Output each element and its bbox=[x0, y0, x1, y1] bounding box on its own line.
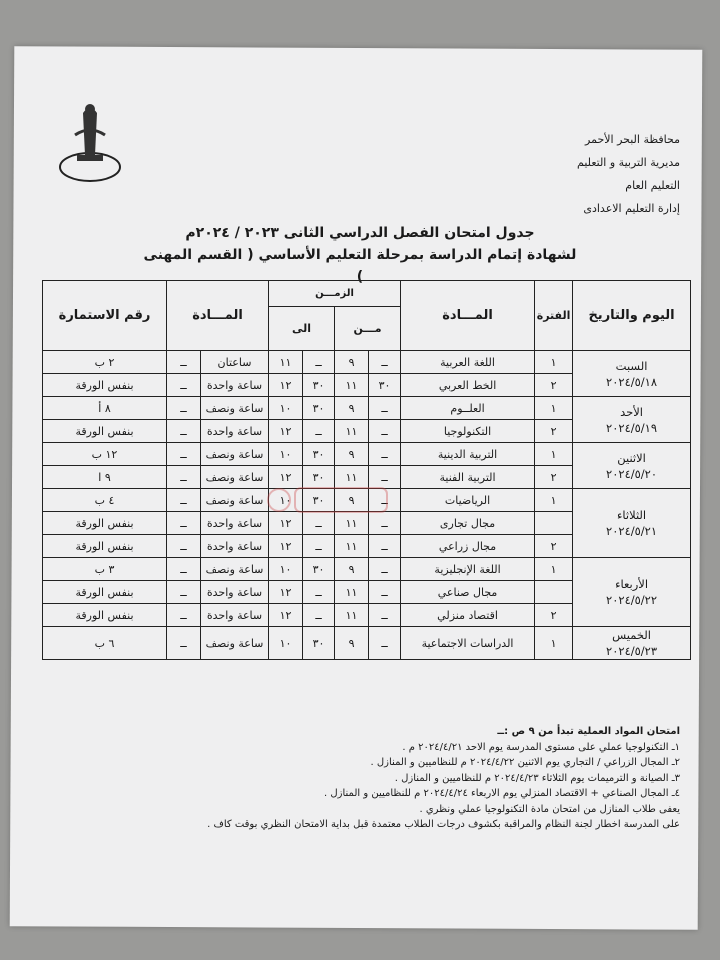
form-number-cell: ٦ ب bbox=[43, 627, 167, 660]
period-cell: ٢ bbox=[535, 420, 573, 443]
exam-date: ٢٠٢٤/٥/٢١ bbox=[606, 524, 658, 538]
from-minute-cell: ــ bbox=[369, 489, 401, 512]
from-minute-cell: ــ bbox=[369, 535, 401, 558]
duration-dash-cell: ــ bbox=[167, 397, 201, 420]
duration-cell: ساعة ونصف bbox=[201, 627, 269, 660]
to-minute-cell: ــ bbox=[303, 535, 335, 558]
day-date-cell bbox=[573, 351, 691, 397]
duration-dash-cell: ــ bbox=[167, 512, 201, 535]
exam-date: ٢٠٢٤/٥/٢٠ bbox=[606, 466, 658, 481]
subject-cell: الدراسات الاجتماعية bbox=[401, 627, 535, 660]
duration-cell: ساعة ونصف bbox=[201, 397, 269, 420]
day-name: الاثنين bbox=[617, 450, 646, 465]
to-hour-cell: ١٢ bbox=[269, 535, 303, 558]
organization-header bbox=[460, 128, 680, 220]
header-form-number: رقم الاستمارة bbox=[43, 281, 167, 351]
form-number-cell: ٩ ا bbox=[43, 466, 167, 489]
to-minute-cell: ٣٠ bbox=[303, 627, 335, 660]
duration-cell: ساعة واحدة bbox=[201, 581, 269, 604]
to-hour-cell: ١٠ bbox=[269, 397, 303, 420]
duration-dash-cell: ــ bbox=[167, 351, 201, 374]
subject-cell: مجال صناعي bbox=[401, 581, 535, 604]
form-number-cell: ٢ ب bbox=[43, 351, 167, 374]
to-minute-cell: ــ bbox=[303, 581, 335, 604]
subject-cell: مجال تجارى bbox=[401, 512, 535, 535]
note-line: ٤ـ المجال الصناعي + الاقتصاد المنزلي يوم الاربعاء ٢٠٢٤/٤/٢٤ م للنظاميين و المنازل . bbox=[324, 788, 680, 799]
header-day-date: اليوم والتاريخ bbox=[573, 281, 691, 351]
title-line-2: لشهادة إتمام الدراسة بمرحلة التعليم الأساسي ( القسم المهنى ) bbox=[143, 247, 577, 285]
to-minute-cell: ــ bbox=[303, 604, 335, 627]
form-number-cell: بنفس الورقة bbox=[43, 581, 167, 604]
to-hour-cell: ١٠ bbox=[269, 558, 303, 581]
from-minute-cell: ــ bbox=[369, 397, 401, 420]
duration-cell: ساعة ونصف bbox=[201, 489, 269, 512]
watermark-logo bbox=[265, 470, 395, 530]
from-hour-cell: ٩ bbox=[335, 397, 369, 420]
table-row bbox=[43, 443, 691, 466]
header-to: الى bbox=[269, 307, 335, 351]
duration-cell: ساعة ونصف bbox=[201, 466, 269, 489]
form-number-cell: ٨ أ bbox=[43, 397, 167, 420]
day-date-cell bbox=[573, 489, 691, 558]
to-hour-cell: ١٠ bbox=[269, 489, 303, 512]
header-time: الزمـــن bbox=[269, 281, 401, 307]
to-minute-cell: ــ bbox=[303, 351, 335, 374]
period-cell: ١ bbox=[535, 397, 573, 420]
subject-cell: التربية الفنية bbox=[401, 466, 535, 489]
to-hour-cell: ١١ bbox=[269, 351, 303, 374]
form-number-cell: بنفس الورقة bbox=[43, 604, 167, 627]
duration-dash-cell: ــ bbox=[167, 374, 201, 397]
from-hour-cell: ٩ bbox=[335, 489, 369, 512]
to-hour-cell: ١٢ bbox=[269, 420, 303, 443]
to-hour-cell: ١٢ bbox=[269, 374, 303, 397]
note-line: امتحان المواد العملية تبدأ من ٩ ص :ــ bbox=[497, 726, 680, 737]
from-hour-cell: ٩ bbox=[335, 351, 369, 374]
from-minute-cell: ــ bbox=[369, 512, 401, 535]
from-minute-cell: ــ bbox=[369, 604, 401, 627]
subject-cell: الخط العربي bbox=[401, 374, 535, 397]
form-number-cell: بنفس الورقة bbox=[43, 512, 167, 535]
to-hour-cell: ١٠ bbox=[269, 443, 303, 466]
period-cell: ٢ bbox=[535, 466, 573, 489]
notes-section bbox=[40, 724, 680, 833]
exam-date: ٢٠٢٤/٥/١٨ bbox=[606, 374, 658, 389]
from-minute-cell: ــ bbox=[369, 627, 401, 660]
day-date-cell bbox=[573, 397, 691, 443]
from-hour-cell: ١١ bbox=[335, 466, 369, 489]
org-line: مديرية التربية و التعليم bbox=[577, 156, 680, 169]
form-number-cell: ٣ ب bbox=[43, 558, 167, 581]
from-minute-cell: ــ bbox=[369, 558, 401, 581]
subject-cell: الرياضيات bbox=[401, 489, 535, 512]
to-minute-cell: ٣٠ bbox=[303, 374, 335, 397]
duration-dash-cell: ــ bbox=[167, 420, 201, 443]
from-hour-cell: ١١ bbox=[335, 535, 369, 558]
to-hour-cell: ١٢ bbox=[269, 466, 303, 489]
period-cell: ٢ bbox=[535, 374, 573, 397]
subject-cell: التكنولوجيا bbox=[401, 420, 535, 443]
day-date-cell bbox=[573, 558, 691, 627]
to-minute-cell: ٣٠ bbox=[303, 397, 335, 420]
from-hour-cell: ١١ bbox=[335, 420, 369, 443]
duration-cell: ساعتان bbox=[201, 351, 269, 374]
day-date-cell bbox=[573, 627, 691, 660]
table-row bbox=[43, 397, 691, 420]
title-line-1: جدول امتحان الفصل الدراسي الثانى ٢٠٢٣ / ٢٠٢٤م bbox=[185, 225, 535, 241]
org-line: إدارة التعليم الاعدادى bbox=[583, 202, 680, 215]
from-minute-cell: ــ bbox=[369, 466, 401, 489]
duration-dash-cell: ــ bbox=[167, 489, 201, 512]
to-hour-cell: ١٢ bbox=[269, 604, 303, 627]
period-cell: ١ bbox=[535, 351, 573, 374]
note-line: ٣ـ الصيانة و الترميمات يوم الثلاثاء ٢٠٢٤/٤/٢٣ م للنظاميين و المنازل . bbox=[394, 772, 680, 784]
day-name: الأحد bbox=[620, 404, 643, 419]
from-hour-cell: ٩ bbox=[335, 443, 369, 466]
to-hour-cell: ١٠ bbox=[269, 627, 303, 660]
table-row bbox=[43, 627, 691, 660]
note-line: يعفى طلاب المنازل من امتحان مادة التكنولوجيا عملي ونظري . bbox=[419, 803, 680, 815]
exam-date: ٢٠٢٤/٥/٢٢ bbox=[606, 593, 658, 607]
header-from: مـــن bbox=[335, 307, 401, 351]
header-subject: المـــادة bbox=[401, 281, 535, 351]
ministry-logo bbox=[55, 95, 125, 190]
header-period: الفترة bbox=[535, 281, 573, 351]
note-line: على المدرسة اخطار لجنة النظام والمراقبة بكشوف درجات الطلاب معتمدة قبل بداية الامتحان النظري بوقت كاف . bbox=[207, 819, 680, 830]
duration-cell: ساعة واحدة bbox=[201, 374, 269, 397]
period-cell: ١ bbox=[535, 443, 573, 466]
to-hour-cell: ١٢ bbox=[269, 581, 303, 604]
duration-dash-cell: ــ bbox=[167, 535, 201, 558]
from-minute-cell: ــ bbox=[369, 351, 401, 374]
period-cell: ٢ bbox=[535, 604, 573, 627]
document-title bbox=[140, 222, 580, 288]
to-minute-cell: ــ bbox=[303, 512, 335, 535]
duration-cell: ساعة ونصف bbox=[201, 443, 269, 466]
duration-cell: ساعة واحدة bbox=[201, 604, 269, 627]
to-minute-cell: ٣٠ bbox=[303, 466, 335, 489]
day-name: الأربعاء bbox=[615, 577, 649, 591]
form-number-cell: ٤ ب bbox=[43, 489, 167, 512]
form-number-cell: بنفس الورقة bbox=[43, 374, 167, 397]
subject-cell: اللغة الإنجليزية bbox=[401, 558, 535, 581]
to-minute-cell: ٣٠ bbox=[303, 558, 335, 581]
from-minute-cell: ــ bbox=[369, 443, 401, 466]
period-cell: ١ bbox=[535, 489, 573, 512]
to-minute-cell: ٣٠ bbox=[303, 489, 335, 512]
form-number-cell: بنفس الورقة bbox=[43, 535, 167, 558]
duration-cell: ساعة ونصف bbox=[201, 558, 269, 581]
to-minute-cell: ٣٠ bbox=[303, 443, 335, 466]
to-hour-cell: ١٢ bbox=[269, 512, 303, 535]
subject-cell: اللغة العربية bbox=[401, 351, 535, 374]
period-cell: ١ bbox=[535, 627, 573, 660]
from-hour-cell: ١١ bbox=[335, 604, 369, 627]
form-number-cell: بنفس الورقة bbox=[43, 420, 167, 443]
from-hour-cell: ٩ bbox=[335, 558, 369, 581]
period-cell: ٢ bbox=[535, 535, 573, 558]
from-minute-cell: ٣٠ bbox=[369, 374, 401, 397]
from-hour-cell: ١١ bbox=[335, 581, 369, 604]
duration-dash-cell: ــ bbox=[167, 627, 201, 660]
duration-dash-cell: ــ bbox=[167, 466, 201, 489]
table-row bbox=[43, 558, 691, 581]
subject-cell: العلــوم bbox=[401, 397, 535, 420]
day-name: السبت bbox=[615, 358, 648, 373]
period-cell bbox=[535, 512, 573, 535]
duration-dash-cell: ــ bbox=[167, 558, 201, 581]
duration-dash-cell: ــ bbox=[167, 581, 201, 604]
form-number-cell: ١٢ ب bbox=[43, 443, 167, 466]
note-line: ١ـ التكنولوجيا عملي على مستوى المدرسة يوم الاحد ٢٠٢٤/٤/٢١ م . bbox=[402, 741, 680, 753]
from-minute-cell: ــ bbox=[369, 581, 401, 604]
org-line: التعليم العام bbox=[625, 179, 680, 192]
duration-cell: ساعة واحدة bbox=[201, 535, 269, 558]
header-duration: المـــادة bbox=[167, 281, 269, 351]
from-hour-cell: ١١ bbox=[335, 374, 369, 397]
duration-cell: ساعة واحدة bbox=[201, 420, 269, 443]
period-cell bbox=[535, 581, 573, 604]
duration-dash-cell: ــ bbox=[167, 604, 201, 627]
from-minute-cell: ــ bbox=[369, 420, 401, 443]
period-cell: ١ bbox=[535, 558, 573, 581]
duration-dash-cell: ــ bbox=[167, 443, 201, 466]
exam-date: ٢٠٢٤/٥/٢٣ bbox=[606, 644, 658, 658]
to-minute-cell: ــ bbox=[303, 420, 335, 443]
note-line: ٢ـ المجال الزراعي / التجاري يوم الاثنين ٢٠٢٤/٤/٢٢ م للنظاميين و المنازل . bbox=[370, 757, 680, 768]
subject-cell: اقتصاد منزلي bbox=[401, 604, 535, 627]
day-name: الثلاثاء bbox=[616, 508, 647, 522]
subject-cell: التربية الدينية bbox=[401, 443, 535, 466]
from-hour-cell: ٩ bbox=[335, 627, 369, 660]
day-date-cell bbox=[573, 443, 691, 489]
exam-date: ٢٠٢٤/٥/١٩ bbox=[606, 420, 658, 435]
table-row bbox=[43, 351, 691, 374]
duration-cell: ساعة واحدة bbox=[201, 512, 269, 535]
from-hour-cell: ١١ bbox=[335, 512, 369, 535]
subject-cell: مجال زراعي bbox=[401, 535, 535, 558]
day-name: الخميس bbox=[612, 628, 651, 642]
org-line: محافظة البحر الأحمر bbox=[585, 133, 680, 146]
